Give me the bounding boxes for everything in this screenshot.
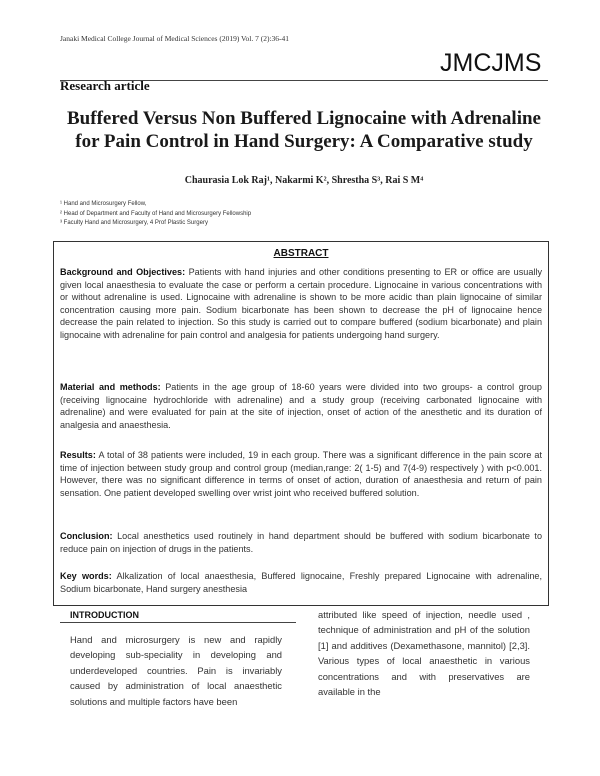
affiliations — [60, 200, 251, 229]
section-text: Patients in the age group of 18-60 years were divided into two groups- a control group (receiving lignocaine hydrochloride with adrenaline) and a study group (receiving carbonated lignocaine with adrenaline) and were evaluated for pain at the site of injection, onset of action of the anesthetic and its duration of analgesia and anaesthesia. — [60, 382, 542, 430]
section-label: Background and Objectives: — [60, 267, 186, 277]
abstract-background — [60, 266, 542, 342]
section-text: Patients with hand injuries and other conditions presenting to ER or office are usually given local anaesthesia to evaluate the case or perform a certain procedure. Lignocaine in various concentrations with or without adrenaline is used. Lignocaine with adrenaline is shown to be more acidic than plain lignocaine of similar concentration causing more pain. Sodium bicarbonate has been shown to decrease the pH of lignocaine hence decrease the pain related to injection. So this study is carried out to compare buffered (sodium bicarbonate) and plain lignocaine with adrenaline for pain control and analgesia for patients undergoing hand surgery. — [60, 267, 542, 340]
section-label: Key words: — [60, 571, 112, 581]
author-list: Chaurasia Lok Raj¹, Nakarmi K², Shrestha S³, Rai S M⁴ — [184, 175, 424, 186]
abstract-results — [60, 449, 542, 499]
right-column-text: attributed like speed of injection, needle used , technique of administration and pH of the solution [1] and additives (Dexamethasone, mannitol) [2,3]. Various types of local anaesthetic in various concentrations and with preservatives are available in the — [318, 609, 530, 698]
introduction-text: Hand and microsurgery is new and rapidly developing sub-speciality in developing and underdeveloped countries. Pain is invariably caused by administration of local anaesthetic solutions and multiple factors have been — [70, 634, 282, 707]
affiliation-line: ² Head of Department and Faculty of Hand and Microsurgery Fellowship — [60, 210, 252, 217]
section-label: Material and methods: — [60, 382, 161, 392]
abstract-methods — [60, 381, 542, 431]
introduction-heading: INTRODUCTION — [70, 610, 139, 620]
affiliation-line: ³ Faculty Hand and Microsurgery, 4 Prof Plastic Surgery — [60, 220, 208, 226]
section-text: Alkalization of local anaesthesia, Buffered lignocaine, Freshly prepared Lignocaine with adrenaline, Sodium bicarbonate, Hand surgery anesthesia — [60, 571, 542, 594]
article-type-label: Research article — [60, 78, 150, 93]
journal-brand-logo: JMCJMS — [440, 49, 542, 77]
journal-citation: Janaki Medical College Journal of Medical Sciences (2019) Vol. 7 (2):36-41 — [60, 34, 290, 43]
abstract-keywords — [60, 570, 542, 595]
section-label: Conclusion: — [60, 531, 113, 541]
section-text: Local anesthetics used routinely in hand department should be buffered with sodium bicarbonate to reduce pain on injection of drugs in the patients. — [60, 531, 542, 554]
introduction-divider — [60, 622, 296, 623]
abstract-heading: ABSTRACT — [273, 248, 329, 259]
affiliation-line: ¹ Hand and Microsurgery Fellow, — [60, 201, 147, 207]
section-text: A total of 38 patients were included, 19 in each group. There was a significant difference in the pain score at time of injection between study group and control group (median,range: 2( 1-5) and 7(4-9) respectively ) with p<0.001. However, there was no significant difference in terms of onset of action, duration of anaesthesia and return of pain sensation. One patient developed swelling over wrist joint who received buffered solution. — [60, 450, 543, 498]
section-label: Results: — [60, 450, 96, 460]
abstract-conclusion — [60, 530, 542, 555]
article-title: Buffered Versus Non Buffered Lignocaine with Adrenaline for Pain Control in Hand Surgery: A Comparative study — [67, 108, 541, 152]
